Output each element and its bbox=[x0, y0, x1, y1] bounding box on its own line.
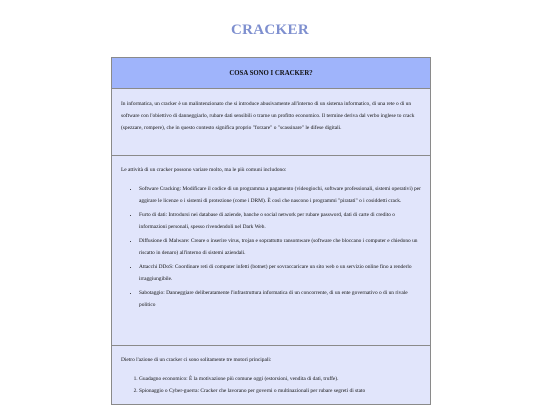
page-title: CRACKER bbox=[231, 22, 309, 38]
list-item: 1. Guadagno economico: È la motivazione più comune oggi (estorsioni, vendita di dati, truffe). bbox=[139, 373, 421, 385]
table-header-title: COSA SONO I CRACKER? bbox=[229, 69, 313, 77]
intro-section bbox=[112, 89, 430, 156]
motives-lead: Dietro l'azione di un cracker ci sono solitamente tre motori principali: bbox=[121, 357, 272, 363]
list-item: • Furto di dati: Introdursi nei database di aziende, banche o social network per rubare password, dati di carte di credito o informazioni personali, spesso rivendendoli nel Dark Web. bbox=[139, 209, 421, 233]
motives-section bbox=[112, 346, 430, 404]
activities-list bbox=[121, 183, 421, 311]
motives-list bbox=[121, 373, 421, 397]
list-item: • Software Cracking: Modificare il codice di un programma a pagamento (videogiochi, software professionali, sistemi operativi) per aggirare le licenze o i sistemi di protezione (come i DRM). È così che nascono i programmi "piratati" o i cosiddetti crack. bbox=[139, 183, 421, 207]
intro-paragraph: In informatica, un cracker è un malintenzionato che si introduce abusivamente all'interno di un sistema informatico, di una rete o di un software con l'obiettivo di danneggiarlo, rubare dati sensibili o trarne un profitto economico. Il termine deriva dal verbo inglese to crack (spezzare, rompere), che in questo contesto significa proprio "forzare" o "scassinare" le difese digitali. bbox=[121, 101, 415, 131]
list-item: • Sabotaggio: Danneggiare deliberatamente l'infrastruttura informatica di un concorrente, di un ente governativo o di un rivale politico bbox=[139, 287, 421, 311]
activities-lead: Le attività di un cracker possono variare molto, ma le più comuni includono: bbox=[121, 167, 287, 173]
list-item: 2. Spionaggio o Cyber-guerra: Cracker che lavorano per governi o multinazionali per rubare segreti di stato bbox=[139, 385, 421, 397]
info-table bbox=[111, 57, 431, 405]
activities-section bbox=[112, 156, 430, 346]
list-item: • Diffusione di Malware: Creare o inserire virus, trojan e soprattutto ransomware (software che bloccano i computer e chiedono un riscatto in denaro) all'interno di sistemi aziendali. bbox=[139, 235, 421, 259]
list-item: • Attacchi DDoS: Coordinare reti di computer infetti (botnet) per sovraccaricare un sito web o un servizio online fino a renderlo irraggiungibile. bbox=[139, 261, 421, 285]
table-header bbox=[112, 58, 430, 89]
